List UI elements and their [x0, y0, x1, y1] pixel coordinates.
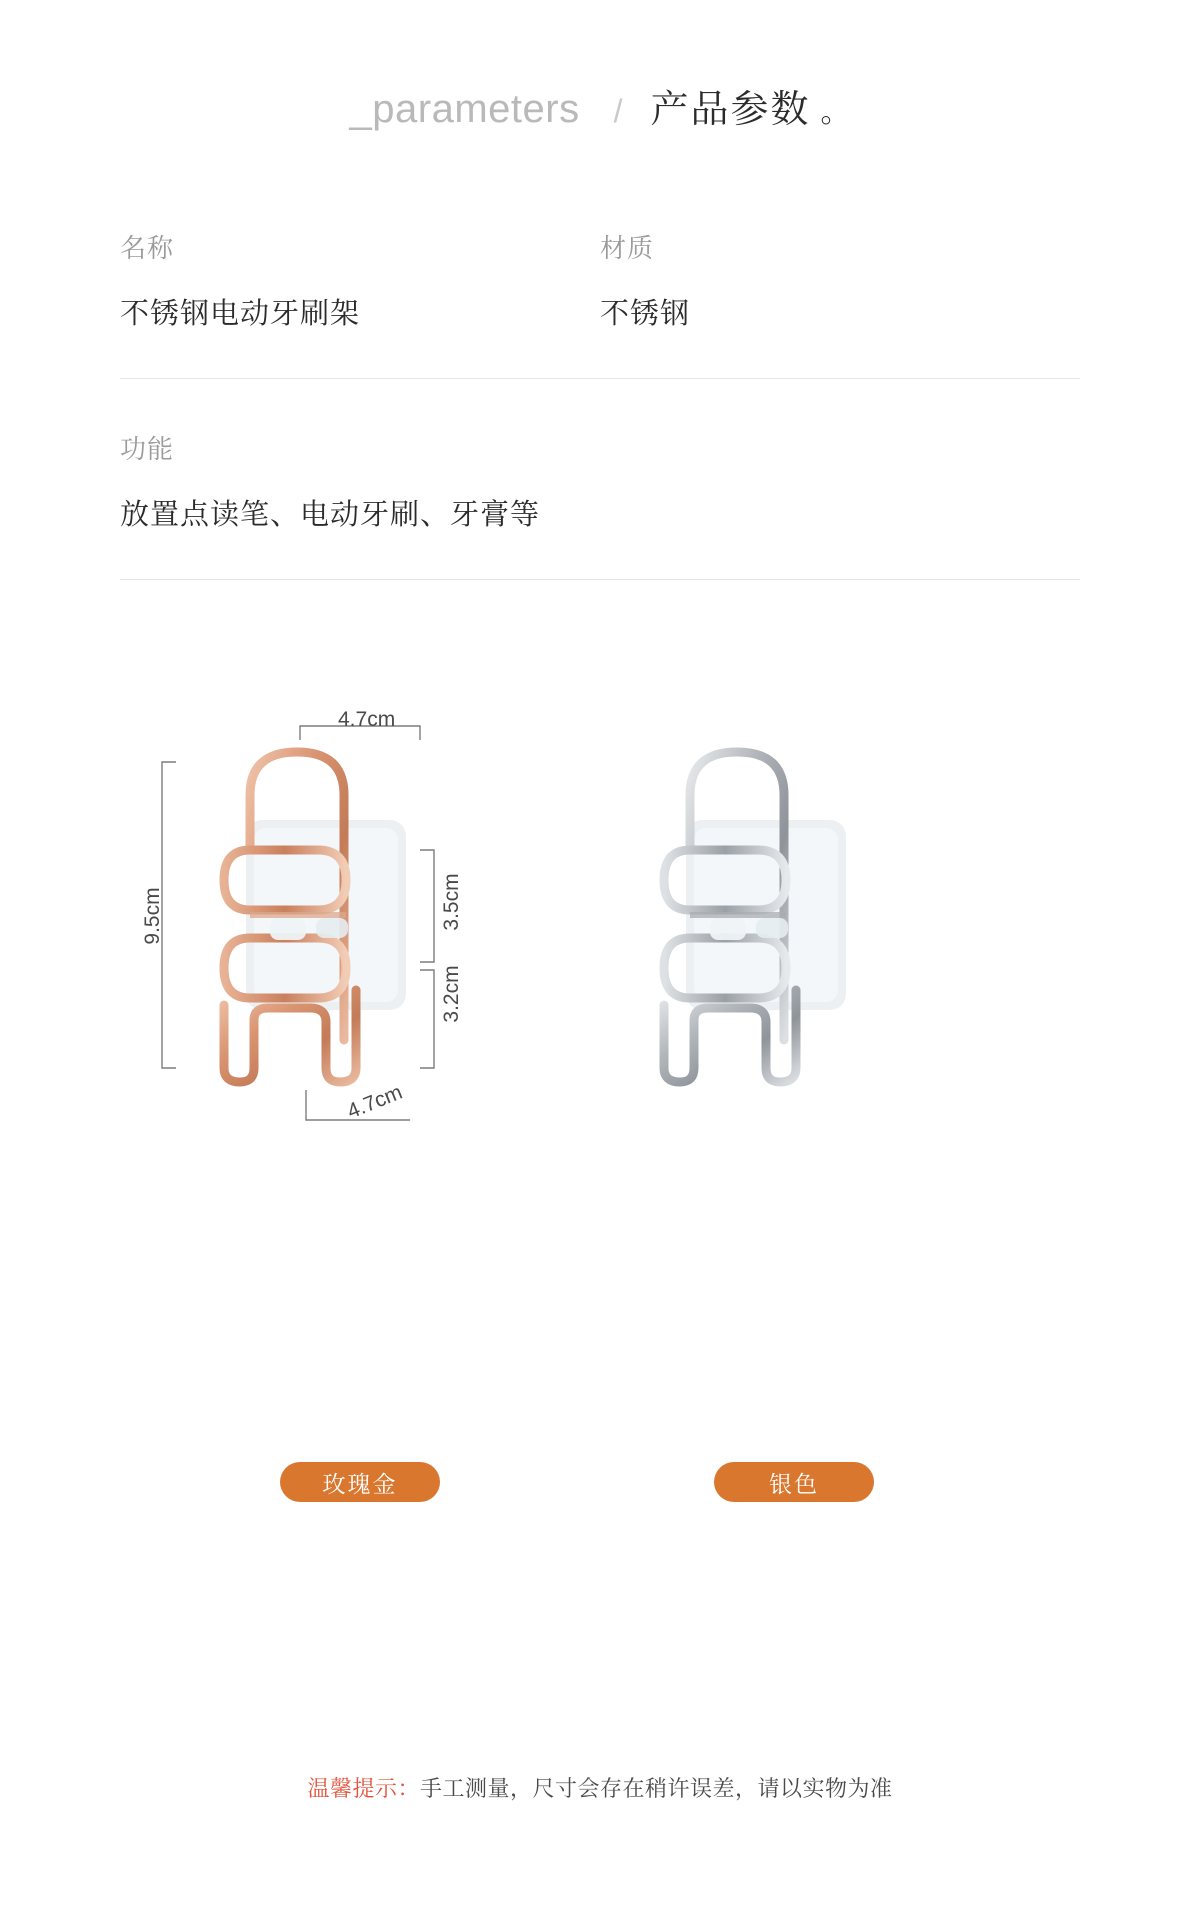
spec-label: 名称 — [120, 233, 175, 263]
spec-cell-function — [120, 429, 600, 533]
color-chip-silver[interactable]: 银色 — [714, 1462, 874, 1502]
spec-row — [120, 228, 1080, 379]
color-chip-rose-gold[interactable]: 玫瑰金 — [280, 1462, 440, 1502]
spec-cell-empty — [600, 429, 1080, 533]
product-figure-area — [0, 690, 1200, 1310]
dimension-depth-bottom: 4.7cm — [344, 1080, 406, 1124]
dimension-depth-upper: 3.5cm — [440, 873, 463, 931]
dimension-height-left: 9.5cm — [141, 887, 164, 945]
spec-cell-name — [120, 228, 600, 332]
dimension-guides — [0, 690, 1200, 1310]
dimension-depth-lower: 3.2cm — [440, 965, 463, 1023]
spec-table — [120, 228, 1080, 580]
dimension-width-top: 4.7cm — [338, 708, 396, 731]
spec-value: 不锈钢 — [600, 298, 691, 330]
page-title-en: _parameters — [349, 87, 580, 131]
footer-warning-text: 手工测量，尺寸会存在稍许误差，请以实物为准 — [420, 1776, 893, 1801]
spec-row — [120, 379, 1080, 580]
footer-warning-label: 温馨提示： — [307, 1776, 420, 1801]
page-header — [0, 78, 1200, 133]
spec-value: 放置点读笔、电动牙刷、牙膏等 — [120, 499, 541, 531]
title-separator: / — [613, 93, 623, 129]
footer-note — [0, 1772, 1200, 1803]
spec-label: 功能 — [120, 434, 175, 464]
spec-label: 材质 — [600, 233, 655, 263]
title-dot: 。 — [820, 96, 851, 129]
page-title-cn: 产品参数 — [650, 89, 811, 131]
spec-cell-material — [600, 228, 1080, 332]
spec-value: 不锈钢电动牙刷架 — [120, 298, 361, 330]
